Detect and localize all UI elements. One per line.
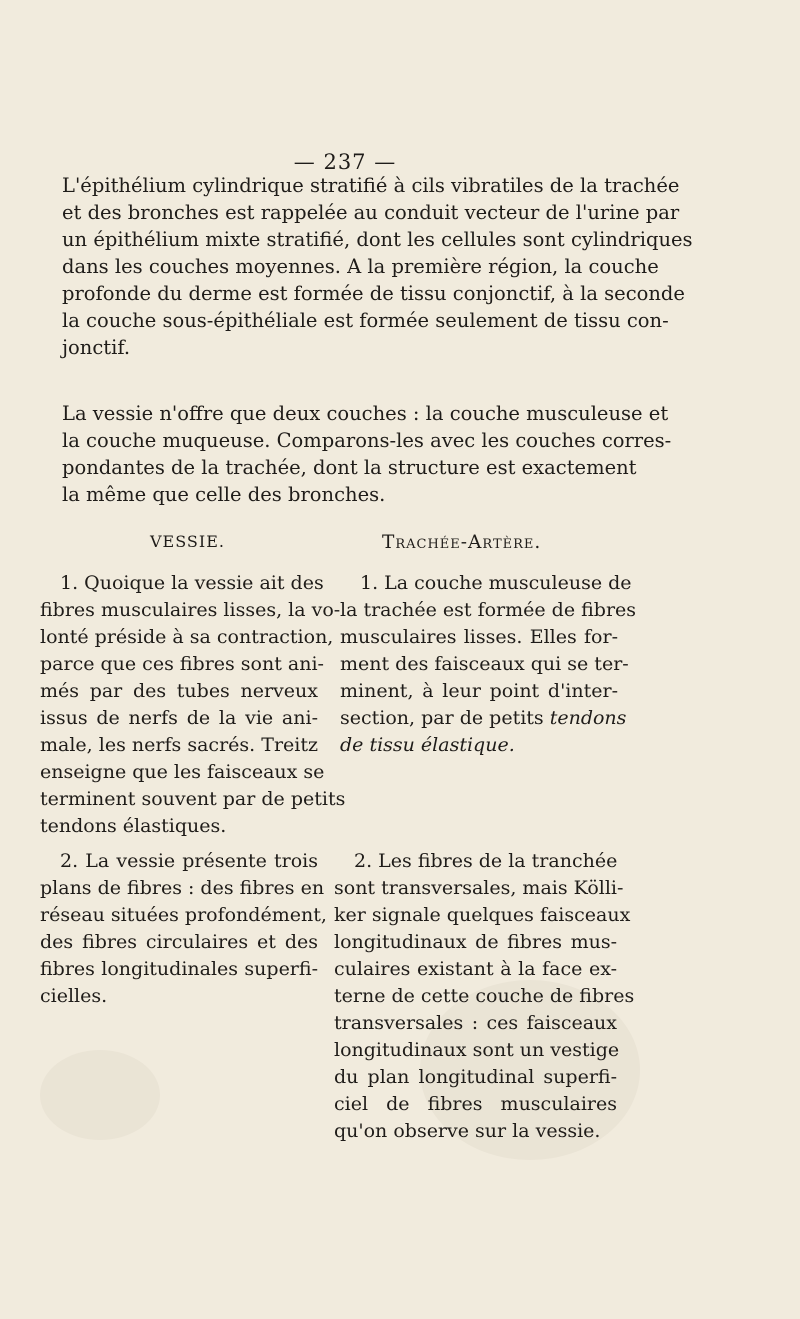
text-line: ment des faisceaux qui se ter- — [340, 653, 629, 675]
vessie-item-1 — [40, 570, 346, 840]
text-line: et des bronches est rappelée au conduit vecteur de l'urine par — [62, 201, 680, 224]
text-line: fibres musculaires lisses, la vo- — [40, 599, 341, 621]
text-line: terne de cette couche de fibres — [334, 985, 635, 1007]
text-line: la même que celle des bronches. — [62, 483, 386, 506]
text-line: transversales : ces faisceaux — [334, 1012, 617, 1034]
italic-term: tendons — [549, 707, 627, 729]
text-line: longitudinaux de fibres mus- — [334, 931, 617, 953]
text-line: ciel de fibres musculaires — [334, 1093, 617, 1115]
text-fragment: section, par de petits — [340, 707, 550, 729]
text-line: du plan longitudinal superfi- — [334, 1066, 617, 1088]
text-line: un épithélium mixte stratifié, dont les cellules sont cylindriques — [62, 228, 693, 251]
text-line: longitudinaux sont un vestige — [334, 1039, 620, 1061]
paragraph-vessie — [62, 400, 672, 508]
text-line: des fibres circulaires et des — [40, 931, 318, 953]
text-line: fibres longitudinales superfi- — [40, 958, 318, 980]
text-line: enseigne que les faisceaux se — [40, 761, 325, 783]
paper-stain — [40, 1050, 160, 1140]
text-line: qu'on observe sur la vessie. — [334, 1120, 601, 1142]
text-line: més par des tubes nerveux — [40, 680, 318, 702]
text-line: la trachée est formée de fibres — [340, 599, 637, 621]
text-line: issus de nerfs de la vie ani- — [40, 707, 318, 729]
text-line: sont transversales, mais Kölli- — [334, 877, 624, 899]
text-line: minent, à leur point d'inter- — [340, 680, 618, 702]
text-line: pondantes de la trachée, dont la structure est exactement — [62, 456, 637, 479]
text-line: plans de fibres : des fibres en — [40, 877, 325, 899]
text-line: dans les couches moyennes. A la première région, la couche — [62, 255, 659, 278]
text-line: La vessie n'offre que deux couches : la couche musculeuse et — [62, 402, 669, 425]
italic-term: de tissu élastique. — [340, 734, 515, 756]
heading-trachee-artere: Trachée-Artère. — [382, 532, 542, 553]
text-line: ker signale quelques faisceaux — [334, 904, 631, 926]
text-line: jonctif. — [62, 336, 131, 359]
text-line: tendons élastiques. — [40, 815, 227, 837]
text-line: cielles. — [40, 985, 108, 1007]
text-line — [340, 705, 627, 732]
text-line: 1. La couche musculeuse de — [360, 572, 632, 594]
text-line: terminent souvent par de petits — [40, 788, 346, 810]
vessie-item-2 — [40, 848, 327, 1010]
text-line: profonde du derme est formée de tissu conjonctif, à la seconde — [62, 282, 685, 305]
text-line: 2. Les fibres de la tranchée — [354, 850, 618, 872]
text-line: L'épithélium cylindrique stratifié à cils vibratiles de la trachée — [62, 174, 680, 197]
text-line: parce que ces fibres sont ani- — [40, 653, 324, 675]
text-line: musculaires lisses. Elles for- — [340, 626, 618, 648]
text-line: la couche muqueuse. Comparons-les avec les couches corres- — [62, 429, 672, 452]
paragraph-epithelium — [62, 172, 693, 361]
text-line: 1. Quoique la vessie ait des — [60, 572, 324, 594]
text-line: 2. La vessie présente trois — [60, 850, 318, 872]
trachee-item-1 — [340, 570, 637, 759]
text-line: culaires existant à la face ex- — [334, 958, 617, 980]
trachee-item-2 — [334, 848, 635, 1145]
page-number: — 237 — — [293, 150, 397, 174]
text-line: lonté préside à sa contraction, — [40, 626, 334, 648]
text-line: la couche sous-épithéliale est formée seulement de tissu con- — [62, 309, 669, 332]
text-line: réseau situées profondément, — [40, 904, 327, 926]
text-line: male, les nerfs sacrés. Treitz — [40, 734, 318, 756]
heading-vessie: VESSIE. — [150, 532, 225, 551]
